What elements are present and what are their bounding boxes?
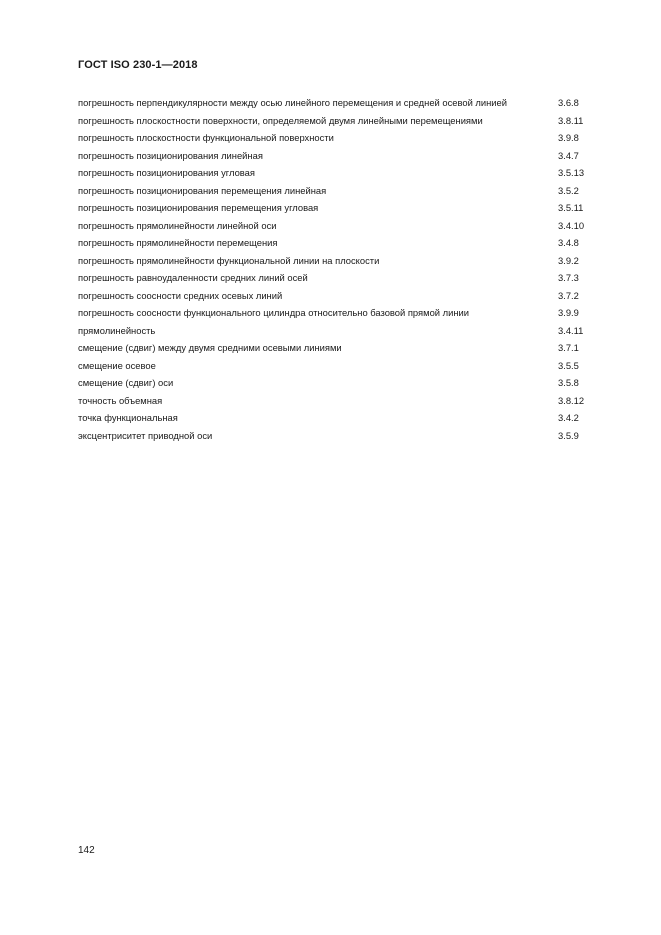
index-term: погрешность прямолинейности линейной оси (78, 219, 277, 231)
index-term: смещение осевое (78, 359, 156, 371)
index-ref: 3.4.7 (558, 149, 579, 161)
index-entry (78, 395, 598, 406)
index-term: погрешность прямолинейности функциональной линии на плоскости (78, 254, 380, 266)
index-entry (78, 167, 598, 178)
index-ref: 3.9.2 (558, 254, 579, 266)
index-term: погрешность прямолинейности перемещения (78, 237, 278, 248)
index-ref: 3.6.8 (558, 97, 579, 108)
index-ref: 3.5.9 (558, 429, 579, 441)
index-ref: 3.7.3 (558, 272, 579, 283)
index-ref: 3.4.2 (558, 412, 579, 423)
index-entry (78, 150, 598, 161)
index-term: эксцентриситет приводной оси (78, 429, 213, 441)
document-header: ГОСТ ISO 230-1—2018 (78, 59, 198, 71)
index-term: погрешность равноудаленности средних линий осей (78, 272, 308, 283)
index-entry (78, 272, 598, 283)
index-entry (78, 202, 598, 213)
index-entry (78, 307, 598, 318)
index-ref: 3.9.8 (558, 132, 579, 143)
index-term: погрешность позиционирования перемещения линейная (78, 184, 327, 196)
index-term: смещение (сдвиг) между двумя средними осевыми линиями (78, 342, 342, 353)
index-term: погрешность позиционирования угловая (78, 167, 255, 178)
index-term: смещение (сдвиг) оси (78, 377, 174, 388)
index-entry (78, 237, 598, 248)
index-ref: 3.5.11 (558, 202, 584, 213)
index-term: погрешность плоскостности функциональной поверхности (78, 132, 334, 143)
index-ref: 3.8.12 (558, 394, 585, 406)
index-entry (78, 255, 598, 266)
index-entry (78, 97, 598, 108)
index-term: погрешность соосности средних осевых линий (78, 289, 283, 301)
index-term: точность объемная (78, 394, 163, 406)
index-ref: 3.4.8 (558, 237, 579, 248)
index-entry (78, 325, 598, 336)
index-term: погрешность соосности функционального цилиндра относительно базовой прямой линии (78, 307, 469, 318)
index-ref: 3.4.10 (558, 219, 585, 231)
index-entry (78, 220, 598, 231)
index-ref: 3.9.9 (558, 307, 579, 318)
index-ref: 3.4.11 (558, 324, 584, 336)
index-ref: 3.5.5 (558, 359, 579, 371)
index-ref: 3.8.11 (558, 114, 584, 126)
index-term: погрешность позиционирования линейная (78, 149, 263, 161)
index-ref: 3.5.13 (558, 167, 585, 178)
index-entry (78, 132, 598, 143)
index-ref: 3.7.1 (558, 342, 579, 353)
index-entry (78, 185, 598, 196)
page-number: 142 (78, 845, 95, 856)
index-entry (78, 360, 598, 371)
index-term: погрешность позиционирования перемещения угловая (78, 202, 319, 213)
index-term: погрешность перпендикулярности между осью линейного перемещения и средней осевой линией (78, 97, 507, 108)
index-entry (78, 115, 598, 126)
index-entry (78, 290, 598, 301)
index-ref: 3.7.2 (558, 289, 579, 301)
index-entry (78, 430, 598, 441)
index-term: прямолинейность (78, 324, 156, 336)
index-entry (78, 377, 598, 388)
index-entry (78, 412, 598, 423)
index-ref: 3.5.8 (558, 377, 579, 388)
term-index-list (78, 97, 598, 447)
index-ref: 3.5.2 (558, 184, 579, 196)
index-term: погрешность плоскостности поверхности, определяемой двумя линейными перемещениями (78, 114, 483, 126)
index-term: точка функциональная (78, 412, 178, 423)
index-entry (78, 342, 598, 353)
